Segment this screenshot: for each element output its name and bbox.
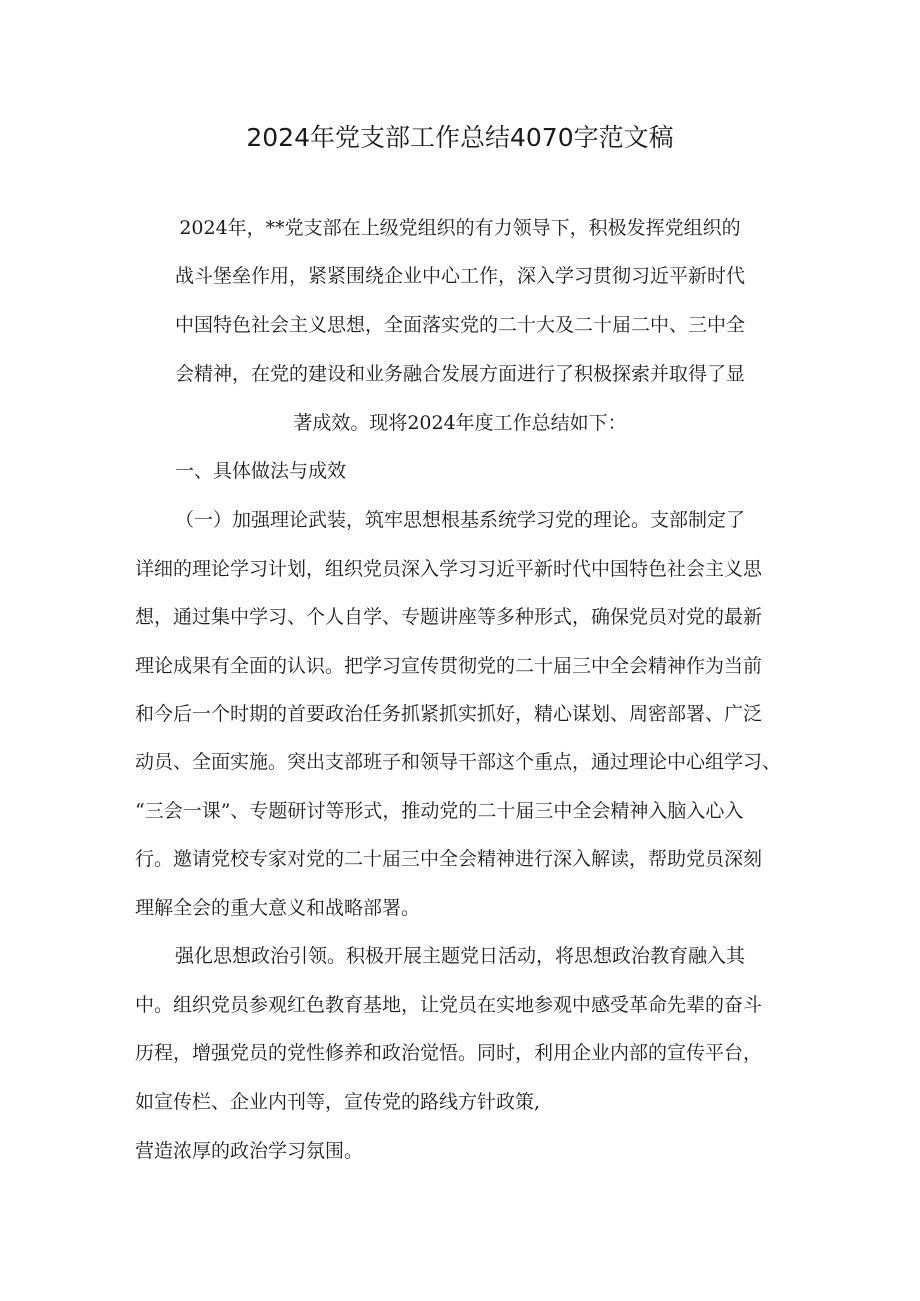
- paragraph-line: 历程，增强党员的党性修养和政治觉悟。同时，利用企业内部的宣传平台，: [135, 1042, 763, 1064]
- paragraph-line: 强化思想政治引领。积极开展主题党日活动，将思想政治教育融入其: [175, 945, 746, 967]
- paragraph-line: 和今后一个时期的首要政治任务抓紧抓实抓好，精心谋划、周密部署、广泛: [135, 703, 763, 725]
- intro-line: 中国特色社会主义思想，全面落实党的二十大及二十届二中、三中全: [174, 314, 745, 336]
- section-heading: 一、具体做法与成效: [175, 460, 347, 482]
- paragraph-line: 想，通过集中学习、个人自学、专题讲座等多种形式，确保党员对党的最新: [135, 606, 763, 628]
- intro-line: 会精神，在党的建设和业务融合发展方面进行了积极探索并取得了显: [174, 363, 745, 385]
- intro-line: 战斗堡垒作用，紧紧围绕企业中心工作，深入学习贯彻习近平新时代: [174, 265, 745, 287]
- paragraph-line: 行。邀请党校专家对党的二十届三中全会精神进行深入解读，帮助党员深刻: [135, 848, 763, 870]
- paragraph-line: “三会一课”、专题研讨等形式，推动党的二十届三中全会精神入脑入心入: [135, 800, 744, 822]
- document-title: 2024年党支部工作总结4070字范文稿: [246, 123, 674, 152]
- paragraph-line: （一）加强理论武装，筑牢思想根基系统学习党的理论。支部制定了: [175, 509, 746, 531]
- intro-line: 著成效。现将2024年度工作总结如下：: [293, 412, 627, 434]
- paragraph-line: 动员、全面实施。突出支部班子和领导干部这个重点，通过理论中心组学习、: [135, 751, 782, 773]
- paragraph-line: 营造浓厚的政治学习氛围。: [135, 1140, 364, 1162]
- intro-line: 2024年，**党支部在上级党组织的有力领导下，积极发挥党组织的: [179, 217, 741, 239]
- paragraph-line: 如宣传栏、企业内刊等，宣传党的路线方针政策,: [135, 1091, 541, 1113]
- paragraph-line: 中。组织党员参观红色教育基地，让党员在实地参观中感受革命先辈的奋斗: [135, 994, 763, 1016]
- paragraph-line: 理论成果有全面的认识。把学习宣传贯彻党的二十届三中全会精神作为当前: [135, 655, 763, 677]
- paragraph-line: 详细的理论学习计划，组织党员深入学习习近平新时代中国特色社会主义思: [135, 558, 763, 580]
- paragraph-line: 理解全会的重大意义和战略部署。: [135, 897, 421, 919]
